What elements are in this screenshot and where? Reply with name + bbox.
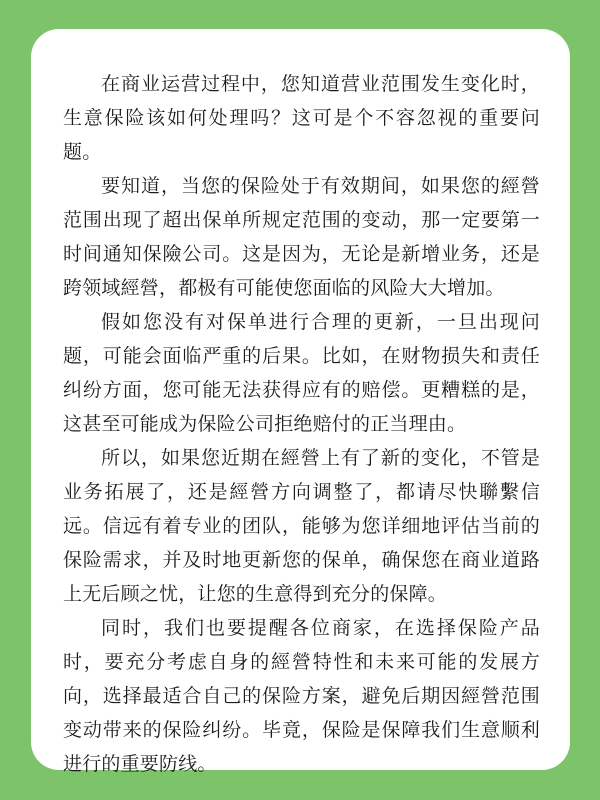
- article-card: [31, 29, 570, 775]
- paragraph-5: 同时，我们也要提醒各位商家，在选择保险产品时，要充分考虑自身的經營特性和未来可能的发展方向，选择最适合自己的保险方案，避免后期因經營范围变动带来的保险纠纷。毕竟，保险是保障我们生意顺利进行的重要防线。: [63, 617, 540, 775]
- paragraph-3: 假如您没有对保单进行合理的更新，一旦出现问题，可能会面临严重的后果。比如，在财物损失和责任纠纷方面，您可能无法获得应有的赔偿。更糟糕的是，这甚至可能成为保险公司拒绝赔付的正当理由。: [63, 311, 540, 435]
- paragraph-1: 在商业运营过程中，您知道营业范围发生变化时，生意保险该如何处理吗？这可是个不容忽视的重要问题。: [63, 73, 540, 163]
- paragraph-2: 要知道，当您的保险处于有效期间，如果您的經營范围出现了超出保单所规定范围的变动，那一定要第一时间通知保險公司。这是因为，无论是新增业务，还是跨领域經營，都极有可能使您面临的风险大大增加。: [63, 175, 540, 299]
- paragraph-4: 所以，如果您近期在經營上有了新的变化，不管是业务拓展了，还是經營方向调整了，都请尽快聯繫信远。信远有着专业的团队，能够为您详细地评估当前的保险需求，并及时地更新您的保单，确保您在商业道路上无后顾之忧，让您的生意得到充分的保障。: [63, 447, 540, 605]
